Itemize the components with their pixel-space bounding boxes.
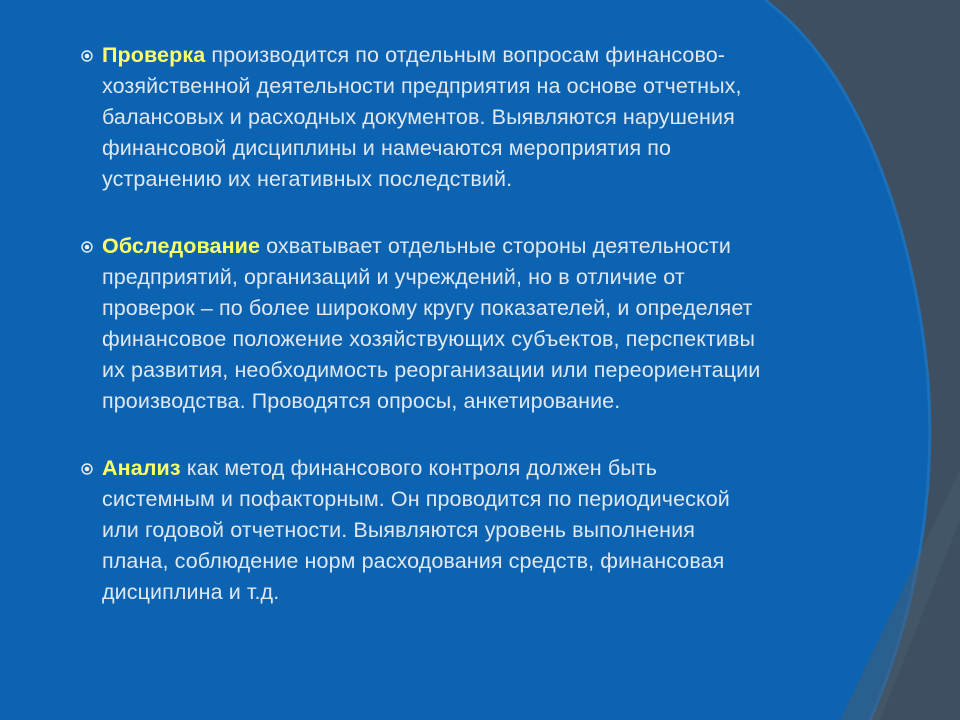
bullet-line: устранению их негативных последствий. bbox=[102, 167, 513, 191]
bullet-obsledovanie bbox=[80, 231, 900, 417]
bullet-line: финансовой дисциплины и намечаются мероприятия по bbox=[102, 136, 672, 160]
bullet-line: финансовое положение хозяйствующих субъектов, перспективы bbox=[102, 327, 756, 351]
bullet-line: их развития, необходимость реорганизации или переориентации bbox=[102, 358, 761, 382]
slide-content bbox=[80, 40, 900, 608]
bullet-line: Анализ как метод финансового контроля должен быть bbox=[102, 456, 658, 480]
term-proverka: Проверка bbox=[102, 43, 206, 67]
ring-bullet-icon bbox=[81, 241, 93, 253]
bullet-line: или годовой отчетности. Выявляются уровень выполнения bbox=[102, 518, 696, 542]
bullet-line: Проверка производится по отдельным вопросам финансово- bbox=[102, 43, 726, 67]
bullet-line: производства. Проводятся опросы, анкетирование. bbox=[102, 389, 621, 413]
bullet-line: Обследование охватывает отдельные стороны деятельности bbox=[102, 234, 731, 258]
term-obsledovanie: Обследование bbox=[102, 234, 261, 258]
ring-bullet-icon bbox=[81, 50, 93, 62]
bullet-line: дисциплина и т.д. bbox=[102, 580, 280, 604]
bullet-line: плана, соблюдение норм расходования средств, финансовая bbox=[102, 549, 725, 573]
bullet-line: проверок – по более широкому кругу показателей, и определяет bbox=[102, 296, 753, 320]
ring-bullet-icon bbox=[81, 463, 93, 475]
term-analiz: Анализ bbox=[102, 456, 181, 480]
bullet-line: предприятий, организаций и учреждений, но в отличие от bbox=[102, 265, 685, 289]
bullet-line: хозяйственной деятельности предприятия на основе отчетных, bbox=[102, 74, 742, 98]
bullet-proverka bbox=[80, 40, 900, 195]
bullet-line: балансовых и расходных документов. Выявляются нарушения bbox=[102, 105, 735, 129]
bullet-analiz bbox=[80, 453, 900, 608]
bullet-line: системным и пофакторным. Он проводится по периодической bbox=[102, 487, 730, 511]
